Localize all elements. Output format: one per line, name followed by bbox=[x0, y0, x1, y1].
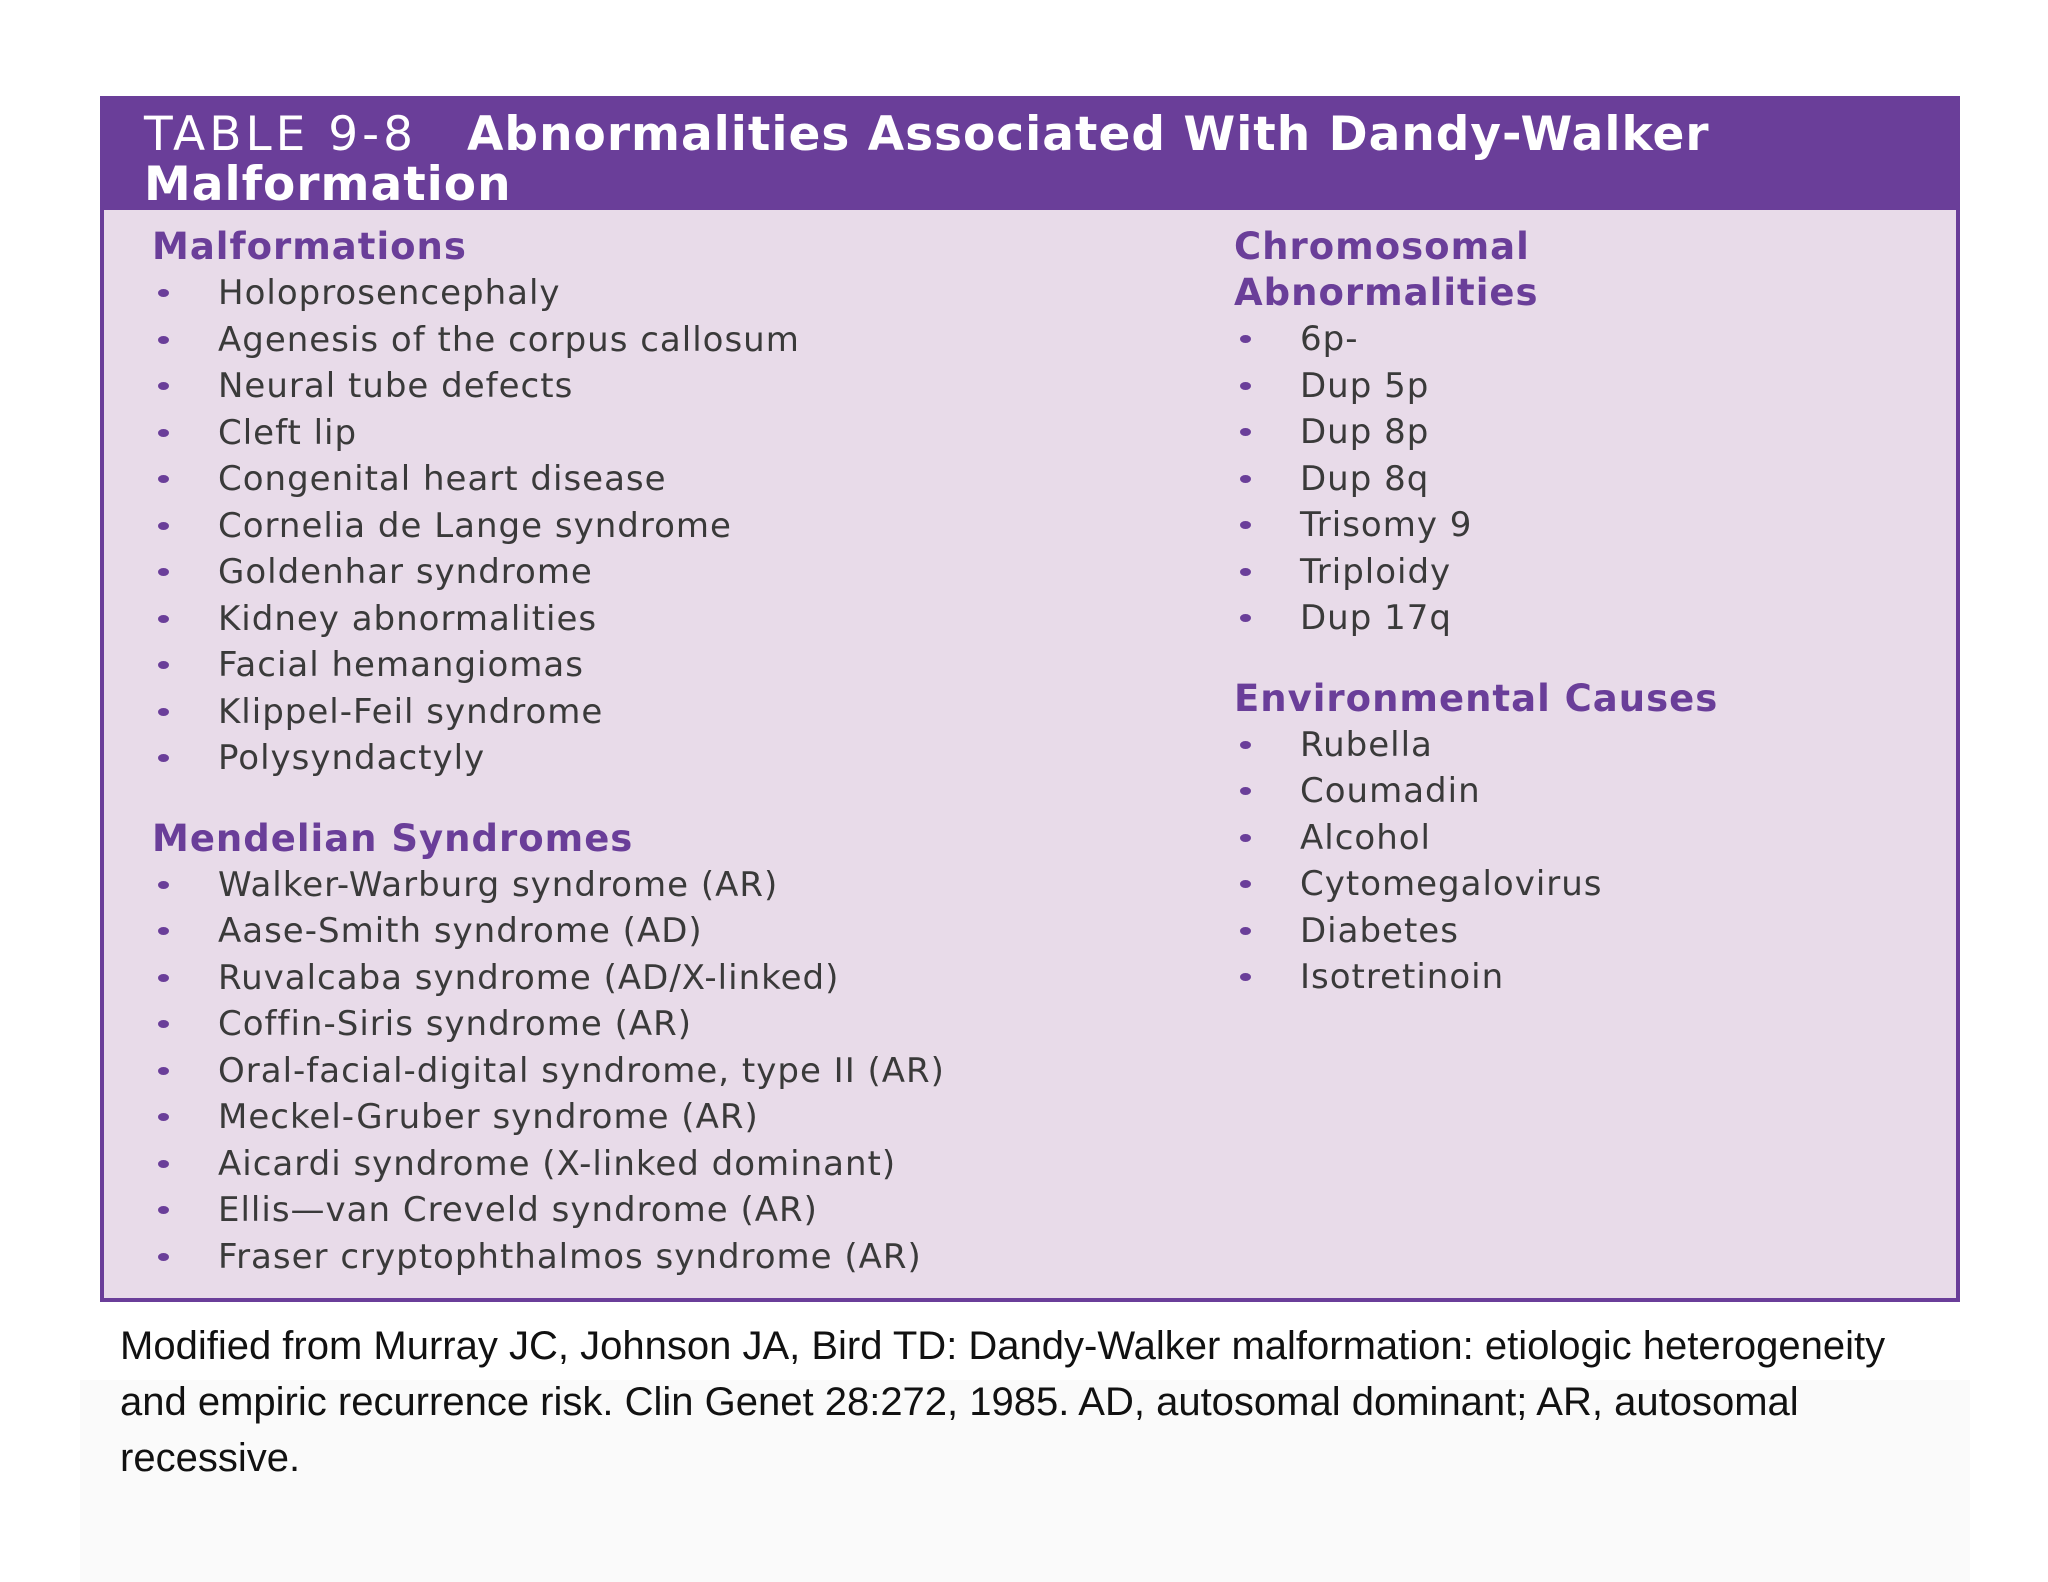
list-item-text: Aase-Smith syndrome (AD) bbox=[218, 911, 703, 951]
list-item-text: Coumadin bbox=[1300, 771, 1481, 811]
list-item bbox=[1234, 549, 1934, 596]
bullet-icon bbox=[1240, 335, 1251, 343]
bullet-icon bbox=[158, 1020, 169, 1028]
list-item-text: Oral-facial-digital syndrome, type II (AR) bbox=[218, 1050, 945, 1091]
list-item bbox=[1234, 409, 1934, 456]
list-item-text: Alcohol bbox=[1300, 817, 1431, 858]
list-item-text: Walker-Warburg syndrome (AR) bbox=[218, 864, 779, 905]
bullet-icon bbox=[158, 289, 169, 297]
list-item-text: Triploidy bbox=[1300, 551, 1452, 592]
bullet-icon bbox=[158, 615, 169, 623]
bullet-icon bbox=[1240, 568, 1251, 576]
list-item-text: 6p- bbox=[1300, 319, 1359, 359]
list-item bbox=[152, 503, 1252, 550]
list-item-text: Meckel-Gruber syndrome (AR) bbox=[218, 1097, 759, 1137]
list-item bbox=[152, 735, 1252, 782]
right-column bbox=[1234, 224, 1934, 1001]
bullet-icon bbox=[1240, 927, 1251, 935]
table-label: TABLE 9-8 bbox=[144, 107, 418, 162]
bullet-icon bbox=[158, 522, 169, 530]
list-item-text: Klippel-Feil syndrome bbox=[218, 691, 604, 732]
list-item-text: Cleft lip bbox=[218, 412, 358, 453]
chromosomal-abnormalities-list bbox=[1234, 316, 1934, 642]
source-caption: Modified from Murray JC, Johnson JA, Bird TD: Dandy-Walker malformation: etiologic heterogeneity and empiric recurrence risk. Clin Genet 28:272, 1985. AD, autosomal dominant; AR, autosomal recessive. bbox=[120, 1324, 1886, 1480]
bullet-icon bbox=[158, 568, 169, 576]
list-item-text: Polysyndactyly bbox=[218, 738, 486, 778]
table-title bbox=[144, 107, 1924, 212]
list-item-text: Facial hemangiomas bbox=[218, 645, 584, 685]
list-item bbox=[1234, 595, 1934, 642]
list-item bbox=[1234, 316, 1934, 363]
section-heading-malformations: Malformations bbox=[152, 225, 467, 268]
list-item bbox=[152, 1001, 1252, 1048]
heading-line: Abnormalities bbox=[1234, 271, 1539, 314]
table-9-8 bbox=[100, 96, 1960, 1302]
list-item-text: Fraser cryptophthalmos syndrome (AR) bbox=[218, 1236, 922, 1277]
list-item bbox=[152, 862, 1252, 909]
bullet-icon bbox=[1240, 428, 1251, 436]
list-item bbox=[1234, 502, 1934, 549]
bullet-icon bbox=[158, 661, 169, 669]
mendelian-syndromes-list bbox=[152, 862, 1252, 1281]
bullet-icon bbox=[1240, 521, 1251, 529]
bullet-icon bbox=[158, 1067, 169, 1075]
list-item-text: Ruvalcaba syndrome (AD/X-linked) bbox=[218, 957, 840, 998]
list-item bbox=[152, 642, 1252, 689]
bullet-icon bbox=[1240, 741, 1251, 749]
list-item bbox=[152, 1048, 1252, 1095]
bullet-icon bbox=[158, 1206, 169, 1214]
bullet-icon bbox=[158, 754, 169, 762]
list-item bbox=[152, 1141, 1252, 1188]
list-item-text: Ellis—van Creveld syndrome (AR) bbox=[218, 1190, 818, 1230]
bullet-icon bbox=[1240, 787, 1251, 795]
section-heading-environmental-causes: Environmental Causes bbox=[1234, 676, 1719, 720]
list-item bbox=[152, 317, 1252, 364]
list-item bbox=[1234, 768, 1934, 815]
list-item bbox=[1234, 722, 1934, 769]
bullet-icon bbox=[1240, 880, 1251, 888]
list-item bbox=[152, 410, 1252, 457]
list-item bbox=[1234, 954, 1934, 1001]
section-heading-chromosomal-abnormalities bbox=[1234, 224, 1934, 316]
bullet-icon bbox=[158, 336, 169, 344]
list-item bbox=[152, 596, 1252, 643]
malformations-list bbox=[152, 270, 1252, 782]
list-item-text: Dup 8q bbox=[1300, 458, 1430, 499]
list-item-text: Goldenhar syndrome bbox=[218, 552, 593, 592]
list-item bbox=[152, 363, 1252, 410]
list-item bbox=[152, 270, 1252, 317]
bullet-icon bbox=[158, 927, 169, 935]
bullet-icon bbox=[158, 881, 169, 889]
bullet-icon bbox=[158, 708, 169, 716]
list-item bbox=[1234, 363, 1934, 410]
list-item-text: Trisomy 9 bbox=[1300, 505, 1473, 545]
list-item-text: Neural tube defects bbox=[218, 366, 574, 406]
list-item-text: Dup 17q bbox=[1300, 598, 1452, 638]
list-item-text: Congenital heart disease bbox=[218, 459, 667, 499]
list-item bbox=[152, 549, 1252, 596]
bullet-icon bbox=[1240, 614, 1251, 622]
list-item-text: Coffin-Siris syndrome (AR) bbox=[218, 1004, 692, 1044]
bullet-icon bbox=[158, 1253, 169, 1261]
left-column bbox=[152, 224, 1252, 1280]
section-heading-mendelian-syndromes: Mendelian Syndromes bbox=[152, 816, 634, 860]
bullet-icon bbox=[1240, 475, 1251, 483]
list-item bbox=[1234, 815, 1934, 862]
list-item-text: Agenesis of the corpus callosum bbox=[218, 319, 800, 360]
list-item bbox=[152, 689, 1252, 736]
bullet-icon bbox=[158, 1113, 169, 1121]
list-item-text: Rubella bbox=[1300, 724, 1433, 765]
list-item-text: Dup 8p bbox=[1300, 412, 1430, 452]
list-item bbox=[1234, 456, 1934, 503]
bullet-icon bbox=[1240, 973, 1251, 981]
list-item-text: Isotretinoin bbox=[1300, 957, 1505, 997]
list-item bbox=[152, 955, 1252, 1002]
bullet-icon bbox=[158, 475, 169, 483]
list-item-text: Kidney abnormalities bbox=[218, 598, 598, 639]
table-header bbox=[104, 100, 1956, 210]
list-item bbox=[1234, 861, 1934, 908]
list-item-text: Cytomegalovirus bbox=[1300, 864, 1603, 904]
list-item bbox=[152, 1187, 1252, 1234]
heading-line: Chromosomal bbox=[1234, 225, 1530, 268]
list-item bbox=[152, 1094, 1252, 1141]
list-item-text: Cornelia de Lange syndrome bbox=[218, 505, 732, 546]
list-item bbox=[152, 456, 1252, 503]
environmental-causes-list bbox=[1234, 722, 1934, 1001]
list-item bbox=[152, 1234, 1252, 1281]
list-item-text: Dup 5p bbox=[1300, 365, 1430, 406]
bullet-icon bbox=[1240, 834, 1251, 842]
bullet-icon bbox=[158, 429, 169, 437]
bullet-icon bbox=[158, 1160, 169, 1168]
list-item bbox=[1234, 908, 1934, 955]
bullet-icon bbox=[158, 382, 169, 390]
list-item-text: Diabetes bbox=[1300, 910, 1459, 951]
bullet-icon bbox=[1240, 382, 1251, 390]
list-item-text: Aicardi syndrome (X-linked dominant) bbox=[218, 1143, 897, 1184]
list-item bbox=[152, 908, 1252, 955]
table-title-text: Abnormalities Associated With Dandy-Walker Malformation bbox=[144, 107, 1710, 212]
bullet-icon bbox=[158, 974, 169, 982]
list-item-text: Holoprosencephaly bbox=[218, 273, 561, 313]
